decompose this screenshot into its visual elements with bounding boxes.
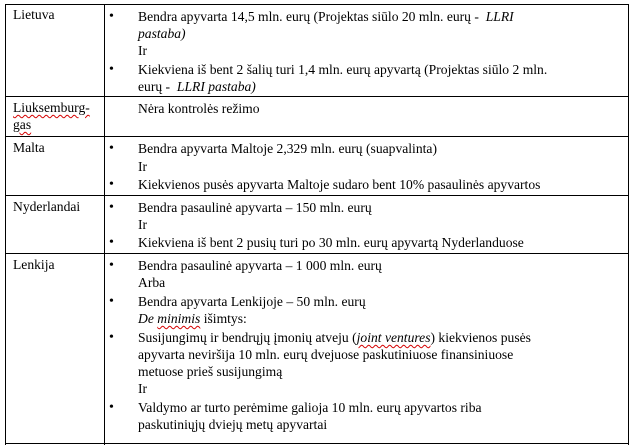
conjunction: Ir <box>138 217 148 232</box>
conjunction: Ir <box>138 159 148 174</box>
bullet: • <box>109 141 114 156</box>
list-item: Bendra apyvarta 14,5 mln. eurų (Projektas siūlo 20 mln. eurų - LLRI <box>138 9 514 24</box>
conjunction: Ir <box>138 43 148 58</box>
row-divider <box>5 136 629 137</box>
bullet: • <box>109 330 114 345</box>
bullet: • <box>109 235 114 250</box>
list-item-cont: De minimis išimtys: <box>138 311 247 326</box>
list-item: Kiekviena iš bent 2 pusių turi po 30 mln. eurų apyvartą Nyderlanduose <box>138 235 524 250</box>
country-cell: Lenkija <box>13 257 55 272</box>
country-cell: Lietuva <box>13 7 55 22</box>
list-item: Susijungimų ir bendrųjų įmonių atveju (joint ventures) kiekvienos pusės <box>138 330 531 345</box>
conjunction: Ir <box>138 381 148 396</box>
table-border-top <box>5 4 629 5</box>
bullet: • <box>109 9 114 24</box>
bullet: • <box>109 62 114 77</box>
column-divider <box>104 4 105 445</box>
list-item: Valdymo ar turto perėmime galioja 10 mln. eurų apyvartos riba <box>138 400 482 415</box>
country-cell: Liuksemburg- <box>13 100 90 115</box>
row-divider <box>5 195 629 196</box>
country-cell: Malta <box>13 140 45 155</box>
table-border-right <box>628 4 629 445</box>
list-item-cont: metuose prieš susijungimą <box>138 364 283 379</box>
list-item-cont: eurų - LLRI pastaba) <box>138 79 256 94</box>
row-divider <box>5 96 629 97</box>
list-item: Kiekviena iš bent 2 šalių turi 1,4 mln. eurų apyvartą (Projektas siūlo 2 mln. <box>138 62 548 77</box>
row-divider <box>5 253 629 254</box>
bullet: • <box>109 400 114 415</box>
table-border-left <box>5 4 6 445</box>
list-item: Kiekvienos pusės apyvarta Maltoje sudaro bent 10% pasaulinės apyvartos <box>138 177 541 192</box>
conjunction: Arba <box>138 275 166 290</box>
country-cell: Nyderlandai <box>13 199 81 214</box>
list-item: Bendra pasaulinė apyvarta – 1 000 mln. eurų <box>138 258 382 273</box>
row-divider <box>5 443 629 444</box>
list-item-cont: apyvarta neviršija 10 mln. eurų dvejuose paskutiniuose finansiniuose <box>138 347 514 362</box>
list-item-cont: paskutiniųjų dviejų metų apyvartai <box>138 417 328 432</box>
country-cell-cont: gas <box>13 117 32 132</box>
thresholds-table <box>5 4 629 445</box>
list-item: Bendra apyvarta Lenkijoje – 50 mln. eurų <box>138 294 366 309</box>
list-item: Bendra pasaulinė apyvarta – 150 mln. eurų <box>138 200 372 215</box>
list-item: Bendra apyvarta Maltoje 2,329 mln. eurų (suapvalinta) <box>138 141 437 156</box>
bullet: • <box>109 258 114 273</box>
cell-text: Nėra kontrolės režimo <box>138 101 260 116</box>
bullet: • <box>109 177 114 192</box>
bullet: • <box>109 294 114 309</box>
list-item-cont: pastaba) <box>138 26 186 41</box>
bullet: • <box>109 200 114 215</box>
